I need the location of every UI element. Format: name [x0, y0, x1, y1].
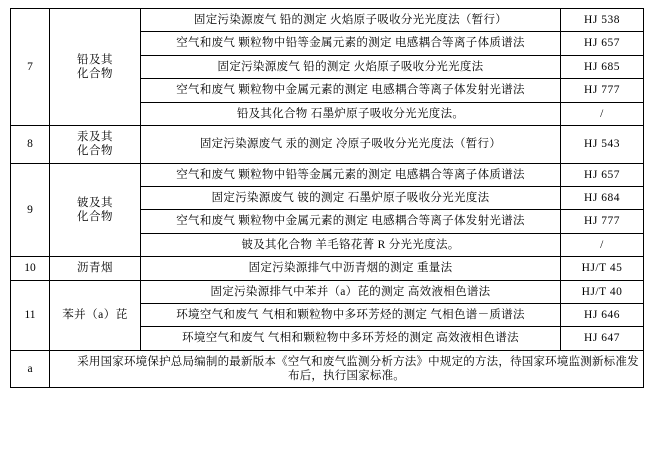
standard-number: HJ 543 [561, 125, 644, 163]
pollutant-name: 汞及其 化合物 [50, 125, 141, 163]
method-name: 固定污染源废气 汞的测定 冷原子吸收分光光度法（暂行） [141, 125, 561, 163]
standard-number: HJ 777 [561, 210, 644, 233]
standard-number: HJ 646 [561, 303, 644, 326]
table-row [11, 280, 644, 303]
table-body [11, 9, 644, 388]
standard-number: HJ/T 45 [561, 257, 644, 280]
method-name: 环境空气和废气 气相和颗粒物中多环芳烃的测定 高效液相色谱法 [141, 327, 561, 350]
row-number: 8 [11, 125, 50, 163]
method-name: 铍及其化合物 羊毛铬花菁 R 分光光度法。 [141, 233, 561, 256]
method-name: 环境空气和废气 气相和颗粒物中多环芳烃的测定 气相色谱－质谱法 [141, 303, 561, 326]
method-name: 空气和废气 颗粒物中铅等金属元素的测定 电感耦合等离子体质谱法 [141, 163, 561, 186]
standard-number: HJ 657 [561, 32, 644, 55]
standard-number: HJ 684 [561, 187, 644, 210]
pollutant-monitoring-method-table [10, 8, 644, 388]
standard-number: HJ 657 [561, 163, 644, 186]
standard-number: HJ/T 40 [561, 280, 644, 303]
table-row [11, 257, 644, 280]
method-name: 铅及其化合物 石墨炉原子吸收分光光度法。 [141, 102, 561, 125]
table-row [11, 163, 644, 186]
standard-number: HJ 538 [561, 9, 644, 32]
method-name: 固定污染源废气 铍的测定 石墨炉原子吸收分光光度法 [141, 187, 561, 210]
row-number: 11 [11, 280, 50, 350]
standard-number: HJ 685 [561, 55, 644, 78]
pollutant-name: 铅及其 化合物 [50, 9, 141, 126]
row-number: 10 [11, 257, 50, 280]
method-name: 空气和废气 颗粒物中金属元素的测定 电感耦合等离子体发射光谱法 [141, 79, 561, 102]
method-name: 固定污染源废气 铅的测定 火焰原子吸收分光光度法（暂行） [141, 9, 561, 32]
pollutant-name: 苯并（a）芘 [50, 280, 141, 350]
method-name: 空气和废气 颗粒物中金属元素的测定 电感耦合等离子体发射光谱法 [141, 210, 561, 233]
standard-number: / [561, 102, 644, 125]
method-name: 空气和废气 颗粒物中铅等金属元素的测定 电感耦合等离子体质谱法 [141, 32, 561, 55]
standard-number: / [561, 233, 644, 256]
row-number: 9 [11, 163, 50, 257]
footnote-row [11, 350, 644, 388]
footnote-marker: a [11, 350, 50, 388]
method-name: 固定污染源废气 铅的测定 火焰原子吸收分光光度法 [141, 55, 561, 78]
table-row [11, 125, 644, 163]
standard-number: HJ 777 [561, 79, 644, 102]
standard-number: HJ 647 [561, 327, 644, 350]
footnote-text: 采用国家环境保护总局编制的最新版本《空气和废气监测分析方法》中规定的方法，待国家环境监测新标准发布后，执行国家标准。 [50, 350, 644, 388]
pollutant-name: 铍及其 化合物 [50, 163, 141, 257]
pollutant-name: 沥青烟 [50, 257, 141, 280]
row-number: 7 [11, 9, 50, 126]
table-row [11, 9, 644, 32]
method-name: 固定污染源排气中苯并（a）芘的测定 高效液相色谱法 [141, 280, 561, 303]
method-name: 固定污染源排气中沥青烟的测定 重量法 [141, 257, 561, 280]
